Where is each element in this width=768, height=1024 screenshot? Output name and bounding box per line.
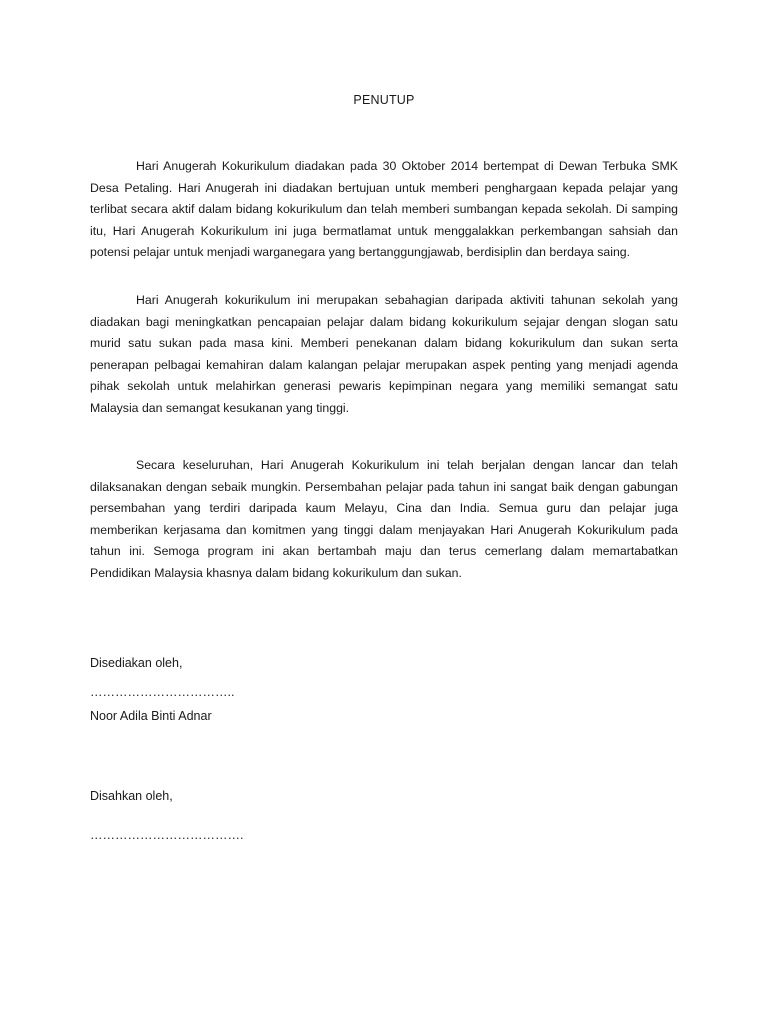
paragraph-conclusion: Secara keseluruhan, Hari Anugerah Kokurikulum ini telah berjalan dengan lancar dan telah dilaksanakan dengan sebaik mungkin. Persembahan pelajar pada tahun ini sangat baik dengan gabungan persembahan yang terdiri daripada kaum Melayu, Cina dan India. Semua guru dan pelajar juga memberikan kerjasama dan komitmen yang tinggi dalam menjayakan Hari Anugerah Kokurikulum pada tahun ini. Semoga program ini akan bertambah maju dan terus cemerlang dalam memartabatkan Pendidikan Malaysia khasnya dalam bidang kokurikulum dan sukan. [90,458,678,580]
approved-by-label: Disahkan oleh, [90,789,173,803]
approved-signature-line: ………………………………. [90,828,244,842]
prepared-by-label: Disediakan oleh, [90,656,183,670]
paragraph-intro: Hari Anugerah Kokurikulum diadakan pada 30 Oktober 2014 bertempat di Dewan Terbuka SMK Desa Petaling. Hari Anugerah ini diadakan bertujuan untuk memberi penghargaan kepada pelajar yang terlibat secara aktif dalam bidang kokurikulum dan telah memberi sumbangan kepada sekolah. Di samping itu, Hari Anugerah Kokurikulum ini juga bermatlamat untuk menggalakkan perkembangan sahsiah dan potensi pelajar untuk menjadi warganegara yang bertanggungjawab, berdisiplin dan berdaya saing. [90,159,678,260]
document-title: PENUTUP [353,93,415,107]
paragraph-purpose: Hari Anugerah kokurikulum ini merupakan sebahagian daripada aktiviti tahunan sekolah yang diadakan bagi meningkatkan pencapaian pelajar dalam bidang kokurikulum sejajar dengan slogan satu murid satu sukan pada masa kini. Memberi penekanan dalam bidang kokurikulum dan sukan serta penerapan pelbagai kemahiran dalam kalangan pelajar merupakan aspek penting yang menjadi agenda pihak sekolah untuk melahirkan generasi pewaris kepimpinan negara yang memiliki semangat satu Malaysia dan semangat kesukanan yang tinggi. [90,293,678,415]
prepared-by-name: Noor Adila Binti Adnar [90,709,212,723]
prepared-signature-line: …………………………….. [90,685,235,699]
